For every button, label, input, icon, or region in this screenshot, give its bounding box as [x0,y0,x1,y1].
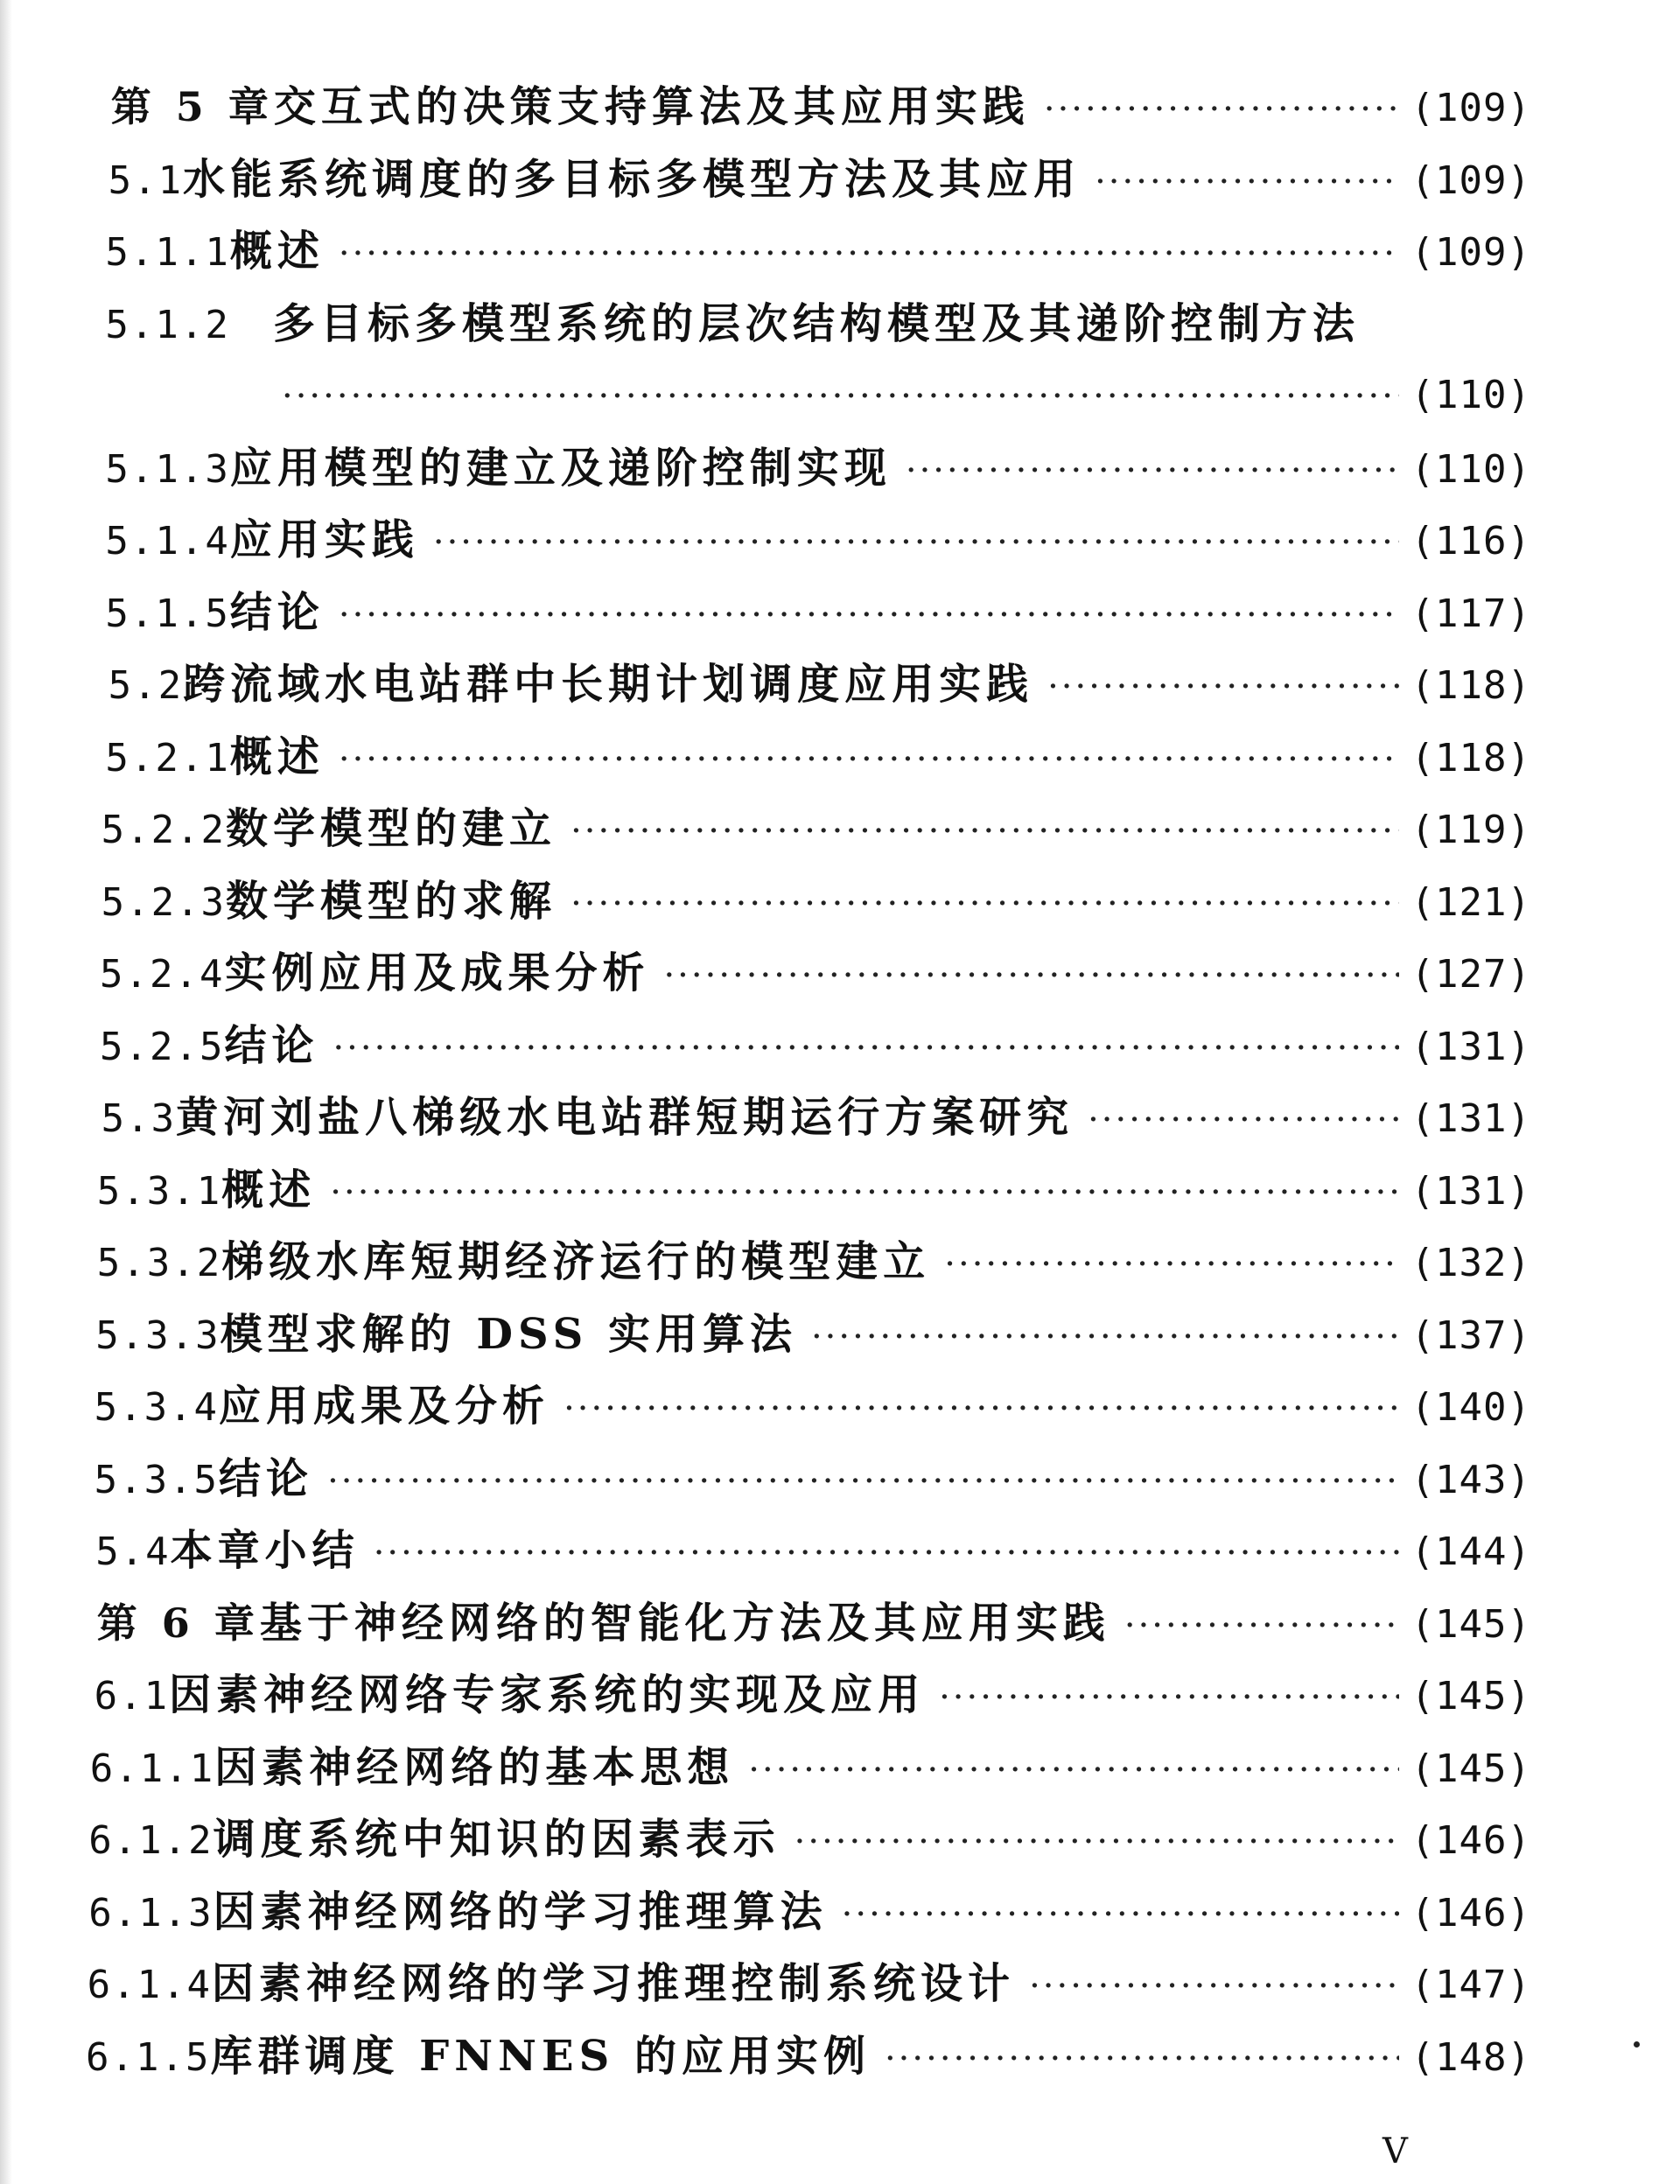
toc-entry-page: (131) [1410,1025,1531,1069]
toc-entry-title: 多目标多模型系统的层次结构模型及其递阶控制方法 [272,299,1360,348]
dot-leader [663,949,1398,1002]
toc-entry-page: (118) [1410,736,1531,780]
toc-entry-number: 5.3.1 [96,1169,222,1214]
toc-entry-page: (147) [1410,1963,1531,2007]
toc-entry-title: 交互式的决策支持算法及其应用实践 [273,82,1030,131]
dot-leader [339,733,1399,786]
toc-entry-page: (148) [1410,2035,1531,2080]
toc-entry-title: 结论 [224,1021,319,1070]
toc-entry-page: (146) [1410,1818,1531,1863]
toc-entry-number: 5.1.3 [105,447,230,492]
dot-leader [794,1816,1399,1868]
toc-subsection-entry [105,298,1531,350]
toc-entry-title: 水能系统调度的多目标多模型方法及其应用 [183,155,1082,204]
toc-subsection-entry [105,586,1531,639]
toc-entry-title: 因素神经网络的学习推理控制系统设计 [212,1959,1016,2008]
toc-entry-title: 应用成果及分析 [219,1382,550,1431]
toc-subsection-entry [102,802,1531,855]
toc-entry-page: (119) [1410,808,1531,852]
toc-entry-page: (127) [1410,952,1531,997]
toc-entry-number: 5.2.5 [100,1025,225,1069]
dot-leader [570,805,1398,858]
dot-leader [842,1888,1399,1941]
toc-subsection-entry [102,875,1531,928]
toc-subsection-entry [100,1019,1531,1072]
dot-leader [330,1166,1398,1219]
toc-entry-number: 6.1 [94,1674,170,1718]
toc-entry-number: 5.2.3 [101,880,227,925]
toc-entry-number: 5.2 [108,663,184,708]
footer-page-number: V [1382,2132,1408,2172]
dot-leader [1044,83,1399,136]
dot-leader [332,1022,1398,1074]
toc-subsection-entry [88,1813,1531,1866]
toc-entry-title: 数学模型的建立 [226,804,557,853]
toc-entry-page: (145) [1410,1746,1531,1791]
toc-entry-page: (118) [1410,663,1531,708]
toc-entry-title: 调度系统中知识的因素表示 [213,1815,780,1864]
dot-leader [811,1311,1399,1363]
toc-entry-title: 因素神经网络专家系统的实现及应用 [169,1670,926,1719]
toc-entry-number: 5.1.5 [105,592,230,636]
toc-subsection-entry [105,225,1531,277]
toc-entry-title: 实例应用及成果分析 [224,948,650,998]
toc-entry-title: 库群调度 FNNES 的应用实例 [210,2032,871,2081]
toc-subsection-entry [100,947,1531,999]
toc-entry-title: 梯级水库短期经济运行的模型建立 [221,1237,931,1286]
toc-entry-number: 5.4 [95,1530,171,1574]
dot-leader [1047,661,1398,713]
toc-subsection-entry [86,2030,1531,2082]
toc-subsection-entry [97,1236,1531,1288]
toc-entry-title: 模型求解的 DSS 实用算法 [220,1310,797,1359]
toc-entry-page: (109) [1410,86,1531,130]
toc-entry-page: (145) [1410,1602,1531,1647]
toc-subsection-entry [90,1741,1531,1794]
toc-entry-title: 因素神经网络的基本思想 [214,1743,735,1792]
toc-section-entry [108,153,1531,206]
toc-entry-title: 结论 [219,1454,314,1503]
toc-entry-page: (144) [1410,1530,1531,1574]
toc-entry-page: (143) [1410,1458,1531,1502]
toc-entry-page: (145) [1410,1674,1531,1718]
toc-entry-title: 应用实践 [229,515,419,564]
toc-entry-title: 跨流域水电站群中长期计划调度应用实践 [183,660,1034,709]
dot-leader [944,1238,1398,1291]
toc-entry-number: 5.2.4 [100,952,225,997]
toc-subsection-entry [94,1380,1531,1432]
toc-entry-page: (109) [1410,230,1531,275]
toc-entry-title: 概述 [229,732,325,781]
toc-entry-page: (116) [1410,519,1531,564]
toc-subsection-entry [105,731,1531,783]
toc-entry-page: (131) [1410,1096,1531,1141]
dot-leader [327,1455,1398,1508]
toc-entry-title: 概述 [221,1166,317,1214]
toc-entry-page: (140) [1410,1385,1531,1430]
toc-entry-number: 第 6 章 [96,1600,260,1647]
dot-leader [1095,156,1398,208]
toc-subsection-entry [105,514,1531,566]
toc-entry-continuation [282,369,1531,422]
toc-subsection-entry [105,442,1531,494]
toc-subsection-entry [88,1957,1531,2010]
toc-entry-title: 因素神经网络的学习推理算法 [213,1887,828,1936]
dot-leader [906,444,1399,497]
toc-chapter-entry [111,80,1531,133]
toc-entry-title: 应用模型的建立及递阶控制实现 [229,444,892,493]
dot-leader [282,370,1399,423]
toc-entry-number: 6.1.4 [87,1963,213,2007]
toc-entry-number: 6.1.3 [88,1891,214,1936]
toc-entry-number: 5.3 [101,1096,177,1141]
dot-leader [1029,1960,1398,2012]
dot-leader [885,2033,1399,2085]
toc-entry-page: (109) [1410,158,1531,203]
toc-subsection-entry [95,1308,1531,1361]
toc-entry-number: 5.3.3 [95,1313,220,1358]
toc-subsection-entry [97,1164,1531,1216]
toc-chapter-entry [97,1597,1531,1649]
toc-entry-page: (121) [1410,880,1531,925]
toc-entry-page: (146) [1410,1891,1531,1936]
toc-section-entry [94,1669,1531,1721]
toc-section-entry [108,658,1531,710]
toc-entry-title: 结论 [229,588,325,637]
toc-entry-page: (110) [1410,447,1531,492]
toc-entry-title: 基于神经网络的智能化方法及其应用实践 [259,1599,1110,1648]
toc-entry-number: 5.2.1 [105,736,230,780]
toc-entry-title: 数学模型的求解 [226,877,557,926]
toc-subsection-entry [94,1452,1531,1505]
toc-entry-page: (117) [1410,592,1531,636]
dot-leader [374,1527,1399,1579]
toc-entry-number: 5.1.2 [105,303,230,347]
dot-leader [339,589,1399,641]
toc-entry-number: 5.1.4 [105,519,230,564]
dot-leader [939,1671,1398,1724]
toc-entry-title: 黄河刘盐八梯级水电站群短期运行方案研究 [176,1093,1074,1142]
dot-leader [433,516,1399,569]
dot-leader [1124,1600,1399,1652]
toc-entry-number: 5.2.2 [101,808,227,852]
toc-entry-number: 6.1.1 [89,1746,215,1791]
toc-entry-page: (132) [1410,1241,1531,1285]
toc-entry-number: 5.3.2 [96,1241,222,1285]
toc-entry-title: 本章小结 [170,1526,360,1575]
toc-entry-number: 5.3.4 [94,1385,220,1430]
toc-subsection-entry [88,1886,1531,1938]
toc-entry-number: 6.1.2 [88,1818,214,1863]
toc-entry-page: (131) [1410,1169,1531,1214]
toc-entry-title: 概述 [229,227,325,276]
toc-entry-number: 第 5 章 [110,83,274,130]
dot-leader [339,228,1399,280]
toc-entry-number: 6.1.5 [86,2035,211,2080]
dot-leader [748,1744,1398,1796]
dot-leader [1088,1094,1398,1146]
toc-entry-number: 5.1 [108,158,184,203]
dot-leader [564,1382,1398,1435]
toc-entry-number: 5.3.5 [94,1458,220,1502]
toc-section-entry [95,1524,1531,1577]
dot-leader [570,878,1398,930]
toc-entry-page: (110) [1410,373,1531,417]
toc-entry-page: (137) [1410,1313,1531,1358]
toc-section-entry [102,1091,1531,1144]
toc-entry-number: 5.1.1 [105,230,230,275]
